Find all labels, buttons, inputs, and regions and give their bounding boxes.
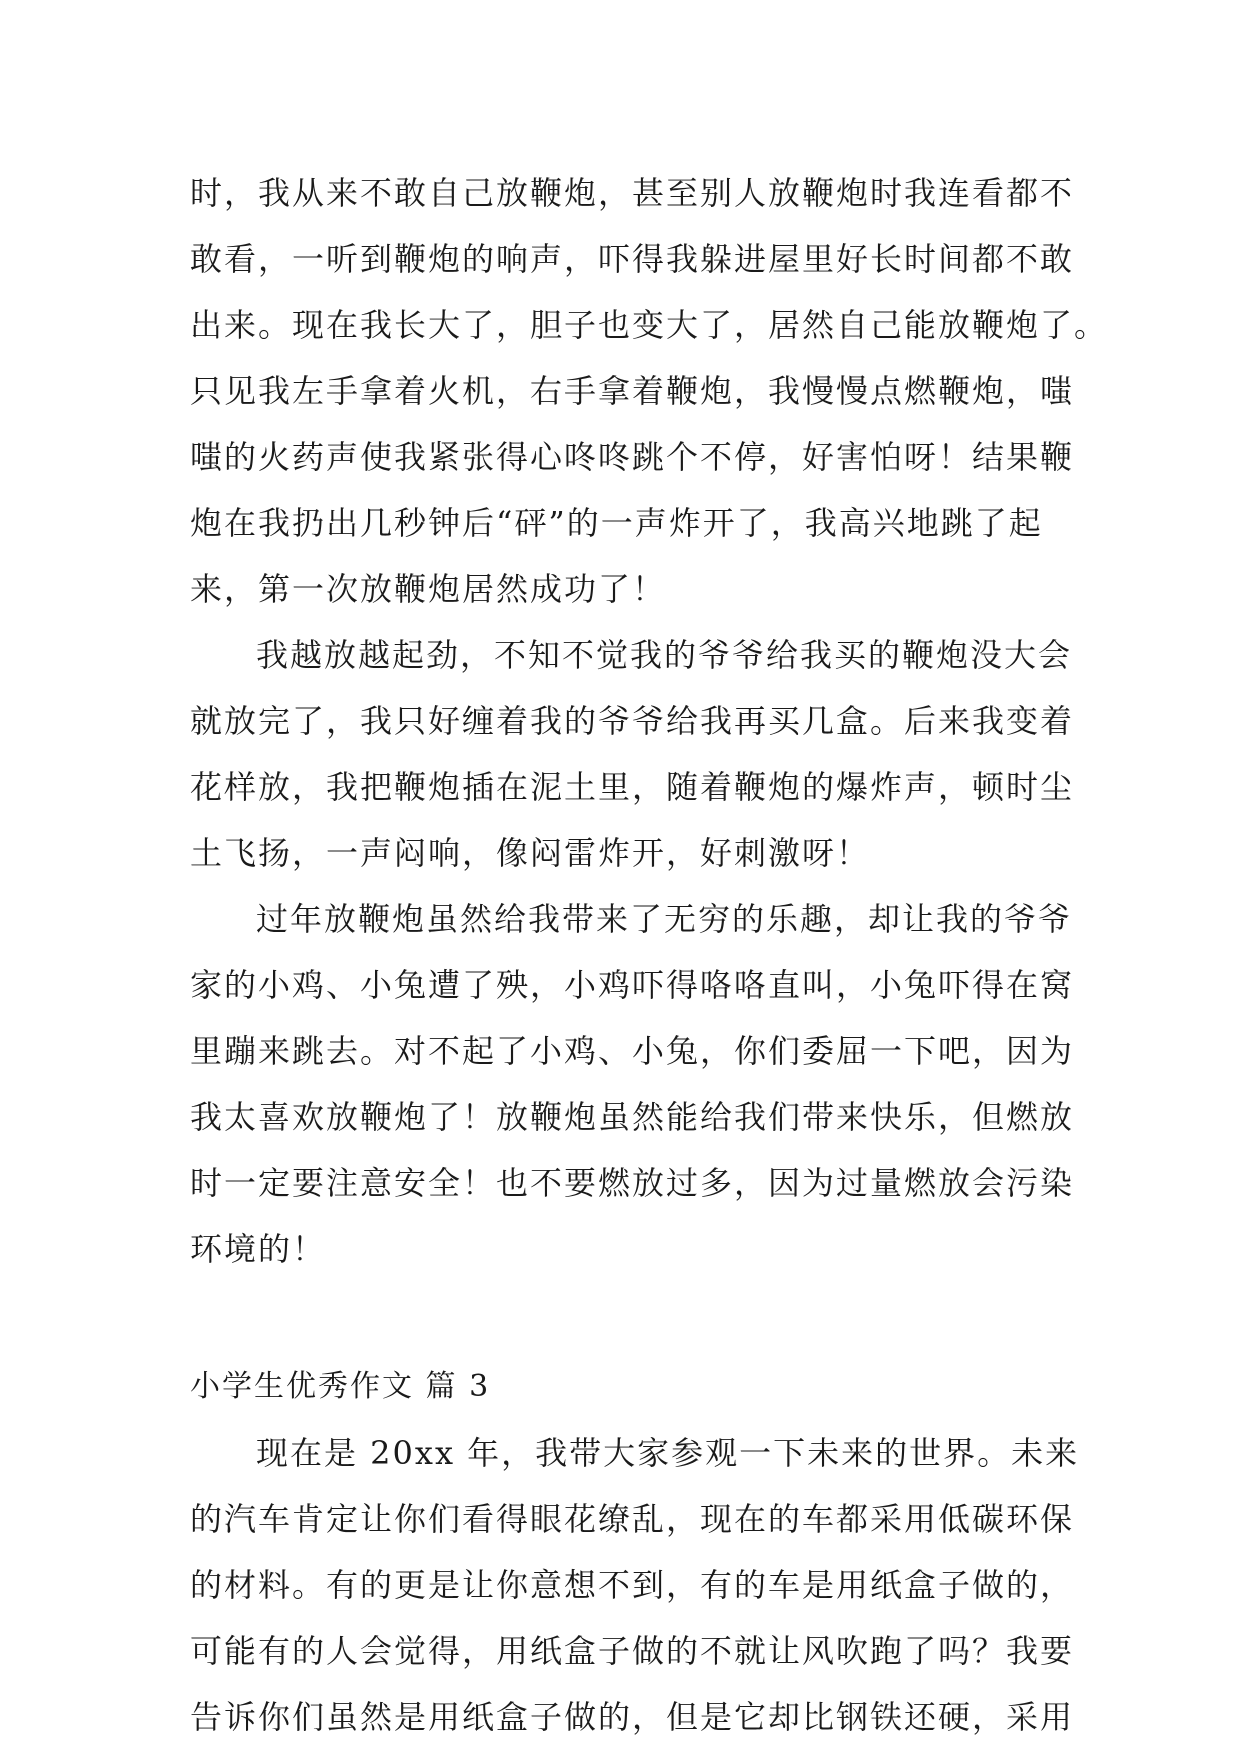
text-line: 只见我左手拿着火机，右手拿着鞭炮，我慢慢点燃鞭炮，嗤 (190, 372, 1075, 410)
text-line: 时，我从来不敢自己放鞭炮，甚至别人放鞭炮时我连看都不 (190, 174, 1075, 212)
text-line: 出来。现在我长大了，胆子也变大了，居然自己能放鞭炮了。 (190, 306, 1109, 344)
text-line: 花样放，我把鞭炮插在泥土里，随着鞭炮的爆炸声，顿时尘 (190, 768, 1075, 806)
text-line: 我太喜欢放鞭炮了！放鞭炮虽然能给我们带来快乐，但燃放 (190, 1098, 1075, 1136)
text-line: 里蹦来跳去。对不起了小鸡、小兔，你们委屈一下吧，因为 (190, 1032, 1075, 1070)
text-line: 的汽车肯定让你们看得眼花缭乱，现在的车都采用低碳环保 (190, 1500, 1075, 1538)
text-line: 嗤的火药声使我紧张得心咚咚跳个不停，好害怕呀！结果鞭 (190, 438, 1075, 476)
text-line: 土飞扬，一声闷响，像闷雷炸开，好刺激呀！ (190, 834, 871, 872)
section-gap (190, 1282, 1060, 1354)
text-line: 告诉你们虽然是用纸盒子做的，但是它却比钢铁还硬，采用 (190, 1698, 1075, 1736)
paragraph-4 (190, 1420, 1080, 1750)
text-line: 家的小鸡、小兔遭了殃，小鸡吓得咯咯直叫，小兔吓得在窝 (190, 966, 1075, 1004)
text-line: 现在是 20xx 年，我带大家参观一下未来的世界。未来 (256, 1434, 1080, 1472)
text-line: 我越放越起劲，不知不觉我的爷爷给我买的鞭炮没大会 (256, 636, 1073, 674)
text-line: 过年放鞭炮虽然给我带来了无穷的乐趣，却让我的爷爷 (256, 900, 1073, 938)
text-line: 炮在我扔出几秒钟后“砰”的一声炸开了，我高兴地跳了起 (190, 504, 1043, 542)
text-line: 就放完了，我只好缠着我的爷爷给我再买几盒。后来我变着 (190, 702, 1075, 740)
section-heading: 小学生优秀作文 篇 3 (190, 1369, 491, 1404)
text-line: 来，第一次放鞭炮居然成功了！ (190, 570, 667, 608)
text-line: 的材料。有的更是让你意想不到，有的车是用纸盒子做的， (190, 1566, 1075, 1604)
text-line: 环境的！ (190, 1230, 327, 1268)
text-line: 可能有的人会觉得，用纸盒子做的不就让风吹跑了吗？我要 (190, 1632, 1075, 1670)
paragraph-3 (190, 886, 1075, 1282)
text-line: 敢看，一听到鞭炮的响声，吓得我躲进屋里好长时间都不敢 (190, 240, 1075, 278)
text-line: 时一定要注意安全！也不要燃放过多，因为过量燃放会污染 (190, 1164, 1075, 1202)
paragraph-1 (190, 160, 1109, 622)
document-content (190, 160, 1109, 1750)
paragraph-2 (190, 622, 1075, 886)
